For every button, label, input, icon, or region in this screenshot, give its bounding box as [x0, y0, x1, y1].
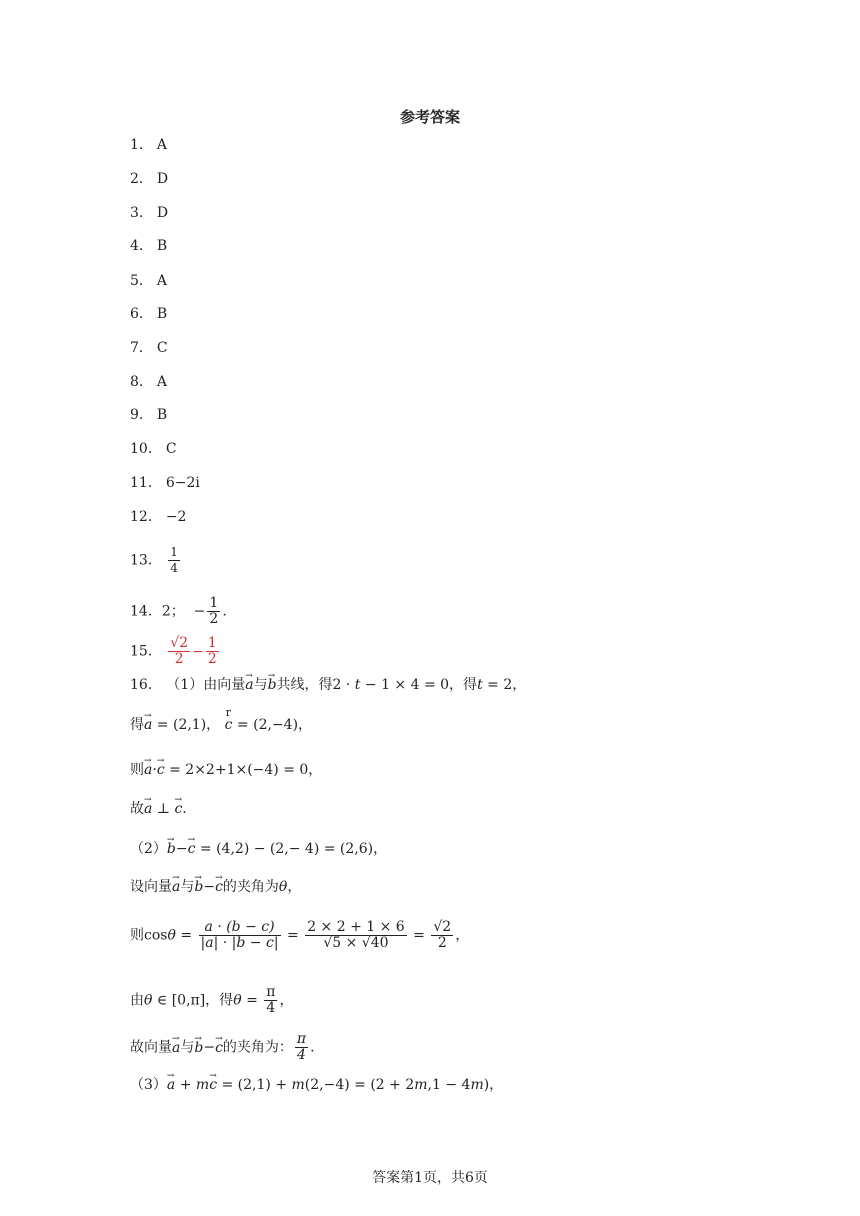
q16-line-2: 得→ a = (2,1)， r c = (2,−4)， [130, 716, 312, 734]
answer-11: 11． 6−2i [130, 475, 200, 491]
answer-2: 2． D [130, 171, 169, 187]
q16-line-4: 故→ a ⊥ → c. [130, 800, 187, 818]
answer-3: 3． D [130, 205, 169, 221]
answer-13: 13． $\frac{1}{4}$ [130, 545, 178, 575]
answer-15: 15． $\frac{√2}{2}$ − $\frac{1}{2}$ [130, 635, 217, 667]
q16-line-6: 设向量→ a与→ b−→ c的夹角为θ， [130, 878, 301, 896]
q16-line-8: 由θ ∈ [0,π]，得θ = $\frac{\pi}{4}$ ， [130, 984, 294, 1016]
answer-8: 8． A [130, 374, 168, 390]
q16-line-7: 则cosθ = $\frac{a \cdot (b - c)}{|a| \cdot |b - c|}$ = $\frac{2 \times 2 + 1 \times 6}{√5 \times √40}$ = $\frac{√2}{2}$ ， [130, 919, 470, 951]
q16-line-5: （2）→ b−→ c = (4,2) − (2,− 4) = (2,6)， [130, 840, 387, 858]
answer-6: 6． B [130, 306, 168, 322]
answer-7: 7． C [130, 340, 168, 356]
answer-10: 10． C [130, 441, 177, 457]
answer-5: 5． A [130, 273, 168, 289]
page-footer: 答案第1页，共6页 [372, 1170, 488, 1186]
answer-4: 4． B [130, 238, 168, 254]
answer-14: 14．2； − $\frac{1}{2}$ . [130, 595, 227, 627]
answer-12: 12． −2 [130, 509, 187, 525]
q16-line-1: 16． （1）由向量→ a与→ b共线，得2 · t − 1 × 4 = 0，得t = 2， [130, 676, 526, 694]
q16-line-9: 故向量→ a与→ b−→ c的夹角为： $\frac{\pi}{4}$ . [130, 1032, 315, 1063]
page-title: 参考答案 [399, 108, 460, 126]
answer-9: 9． B [130, 407, 168, 423]
q16-line-3: 则→ a·→ c = 2×2+1×(−4) = 0， [130, 761, 322, 779]
q16-line-10: （3）→ a + m→ c = (2,1) + m(2,−4) = (2 + 2m,1 − 4m)， [130, 1076, 503, 1094]
answer-1: 1． A [130, 137, 168, 153]
